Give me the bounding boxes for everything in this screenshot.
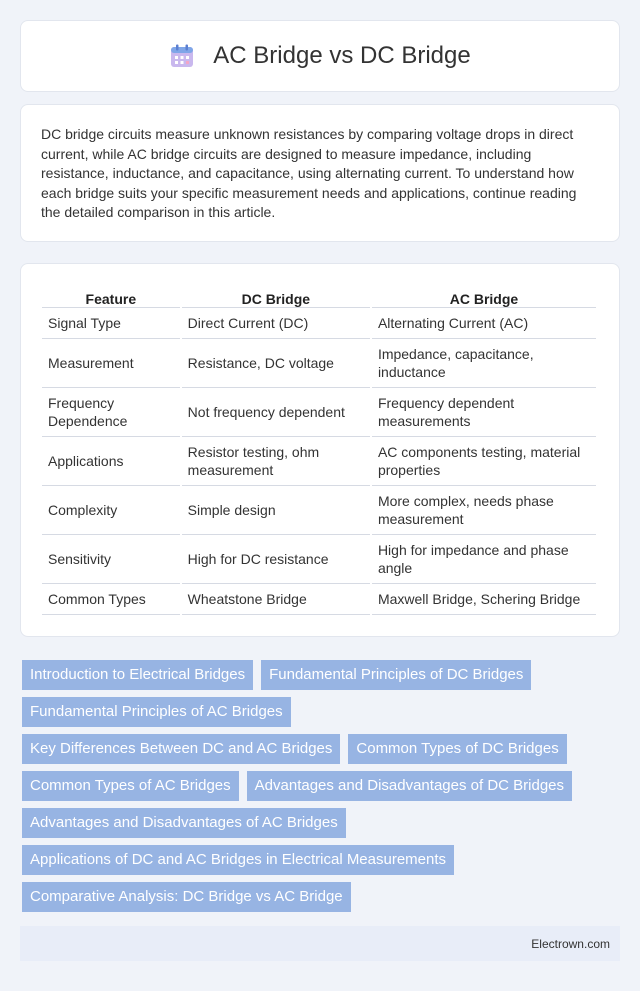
table-header-row xyxy=(42,284,596,308)
tag-row xyxy=(22,697,622,727)
table-cell: Measurement xyxy=(42,339,180,388)
tag-row xyxy=(22,734,622,764)
table-cell: Complexity xyxy=(42,486,180,535)
table-cell: Simple design xyxy=(182,486,370,535)
table-row xyxy=(42,339,596,388)
tag-row xyxy=(22,771,622,801)
topic-tag-key-differences[interactable]: Key Differences Between DC and AC Bridges xyxy=(22,734,340,764)
page-title: AC Bridge vs DC Bridge xyxy=(213,42,471,69)
comparison-table xyxy=(40,284,598,615)
header-ac-bridge: AC Bridge xyxy=(372,284,596,308)
table-row xyxy=(42,437,596,486)
table-cell: More complex, needs phase measurement xyxy=(372,486,596,535)
table-cell: High for DC resistance xyxy=(182,535,370,584)
tag-row xyxy=(22,845,622,875)
table-cell: Applications xyxy=(42,437,180,486)
table-row xyxy=(42,486,596,535)
topic-tag-introduction[interactable]: Introduction to Electrical Bridges xyxy=(22,660,253,690)
table-row xyxy=(42,308,596,339)
footer-site-link[interactable]: Electrown.com xyxy=(531,936,610,951)
title-wrap xyxy=(169,42,470,70)
table-cell: High for impedance and phase angle xyxy=(372,535,596,584)
tag-row xyxy=(22,660,622,690)
header-card xyxy=(20,20,620,92)
topic-tag-applications[interactable]: Applications of DC and AC Bridges in Electrical Measurements xyxy=(22,845,454,875)
calendar-icon xyxy=(169,43,195,69)
tag-row xyxy=(22,808,622,838)
intro-card xyxy=(20,104,620,242)
table-cell: Wheatstone Bridge xyxy=(182,584,370,615)
footer xyxy=(20,926,620,961)
table-cell: Not frequency dependent xyxy=(182,388,370,437)
topic-tag-comparative-analysis[interactable]: Comparative Analysis: DC Bridge vs AC Bridge xyxy=(22,882,351,912)
table-row xyxy=(42,388,596,437)
table-cell: Maxwell Bridge, Schering Bridge xyxy=(372,584,596,615)
topic-tag-ac-types[interactable]: Common Types of AC Bridges xyxy=(22,771,239,801)
related-topics xyxy=(22,660,622,919)
table-cell: Resistance, DC voltage xyxy=(182,339,370,388)
table-cell: Frequency dependent measurements xyxy=(372,388,596,437)
table-cell: AC components testing, material properties xyxy=(372,437,596,486)
topic-tag-dc-pros-cons[interactable]: Advantages and Disadvantages of DC Bridges xyxy=(247,771,572,801)
table-cell: Frequency Dependence xyxy=(42,388,180,437)
topic-tag-ac-pros-cons[interactable]: Advantages and Disadvantages of AC Bridges xyxy=(22,808,346,838)
table-cell: Alternating Current (AC) xyxy=(372,308,596,339)
table-row xyxy=(42,535,596,584)
header-dc-bridge: DC Bridge xyxy=(182,284,370,308)
tag-row xyxy=(22,882,622,912)
topic-tag-ac-principles[interactable]: Fundamental Principles of AC Bridges xyxy=(22,697,291,727)
table-cell: Signal Type xyxy=(42,308,180,339)
topic-tag-dc-principles[interactable]: Fundamental Principles of DC Bridges xyxy=(261,660,531,690)
topic-tag-dc-types[interactable]: Common Types of DC Bridges xyxy=(348,734,566,764)
table-cell: Impedance, capacitance, inductance xyxy=(372,339,596,388)
header-feature: Feature xyxy=(42,284,180,308)
table-cell: Sensitivity xyxy=(42,535,180,584)
table-cell: Direct Current (DC) xyxy=(182,308,370,339)
table-row xyxy=(42,584,596,615)
comparison-table-card xyxy=(20,263,620,637)
intro-text: DC bridge circuits measure unknown resistances by comparing voltage drops in direct current, while AC bridge circuits are designed to measure impedance, including resistance, inductance, and capacitance, using alternating current. To understand how each bridge suits your specific measurement needs and applications, continue reading the detailed comparison in this article. xyxy=(41,126,577,220)
table-cell: Resistor testing, ohm measurement xyxy=(182,437,370,486)
table-cell: Common Types xyxy=(42,584,180,615)
